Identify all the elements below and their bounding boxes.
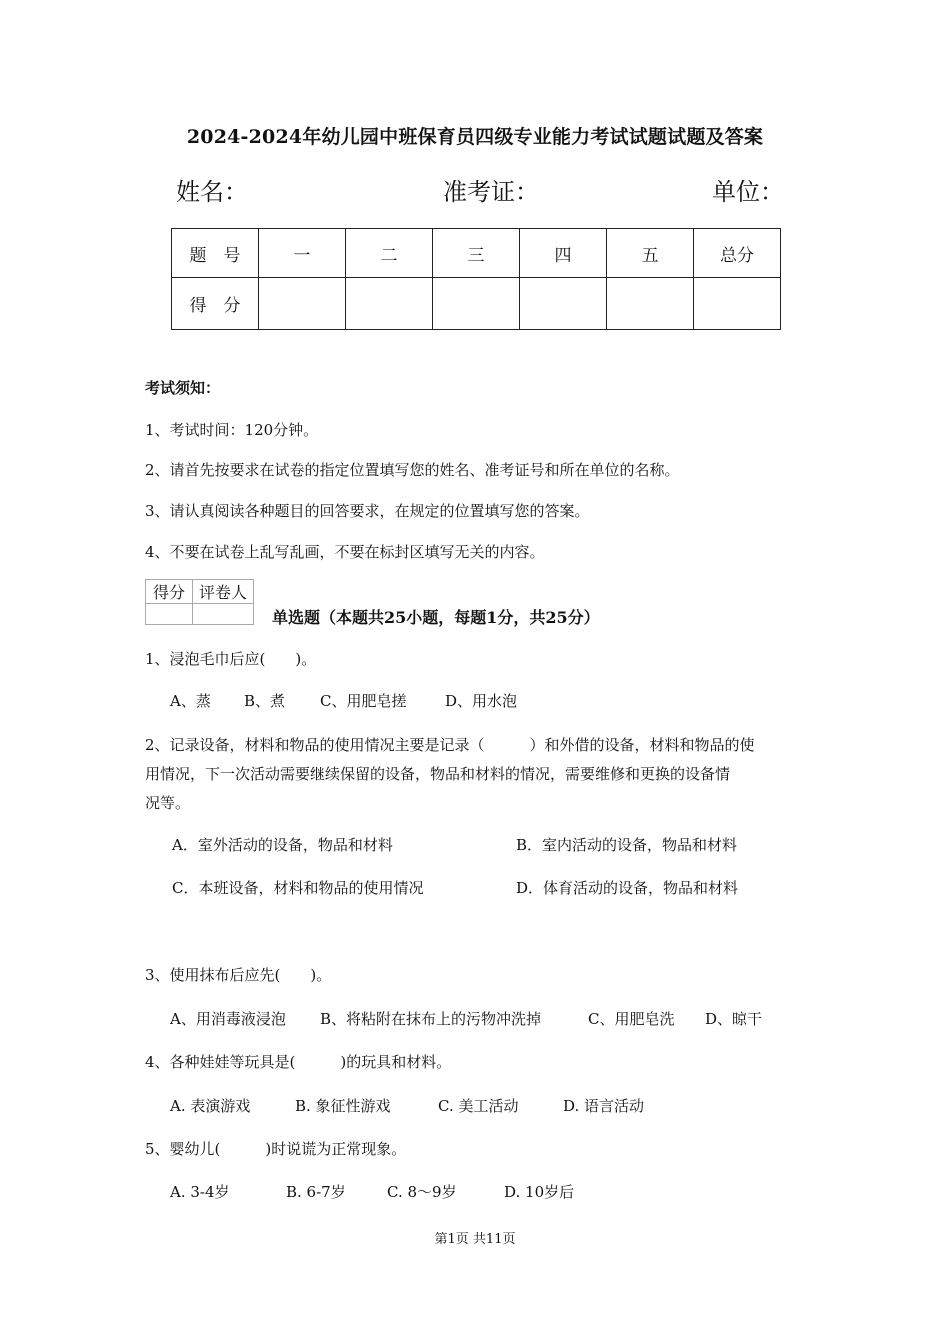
question-option: D、晾干 bbox=[705, 1010, 763, 1028]
question-option: B. 6-7岁 bbox=[286, 1183, 346, 1201]
score-table-header-row bbox=[172, 229, 781, 278]
document-title: 2024-2024年幼儿园中班保育员四级专业能力考试试题试题及答案 bbox=[186, 126, 764, 148]
question-option: B．室内活动的设备，物品和材料 bbox=[516, 836, 738, 854]
question-option: D. 语言活动 bbox=[563, 1097, 645, 1115]
question-stem: 4、各种娃娃等玩具是( )的玩具和材料。 bbox=[145, 1053, 452, 1071]
score-cell[interactable] bbox=[694, 278, 781, 330]
question-stem-line: 况等。 bbox=[145, 794, 191, 812]
question-option: C．本班设备，材料和物品的使用情况 bbox=[172, 879, 424, 897]
grader-box bbox=[145, 579, 254, 625]
question-option: C. 美工活动 bbox=[438, 1097, 519, 1115]
question-option: D、用水泡 bbox=[445, 692, 518, 710]
notice-item: 2、请首先按要求在试卷的指定位置填写您的姓名、准考证号和所在单位的名称。 bbox=[145, 461, 680, 479]
question-option: B、将粘附在抹布上的污物冲洗掉 bbox=[320, 1010, 542, 1028]
question-option: B. 象征性游戏 bbox=[295, 1097, 391, 1115]
score-header-label: 题 号 bbox=[172, 229, 259, 278]
grader-box-grader-cell[interactable] bbox=[193, 604, 254, 625]
score-table-score-row bbox=[172, 278, 781, 330]
section-title: 单选题（本题共25小题，每题1分，共25分） bbox=[272, 608, 600, 627]
score-row-label: 得 分 bbox=[172, 278, 259, 330]
notice-item: 1、考试时间：120分钟。 bbox=[145, 421, 319, 439]
score-header-cell: 五 bbox=[607, 229, 694, 278]
question-option: C、用肥皂搓 bbox=[320, 692, 407, 710]
score-header-cell: 四 bbox=[520, 229, 607, 278]
notice-heading: 考试须知： bbox=[145, 379, 221, 397]
name-field-label: 姓名： bbox=[176, 178, 248, 206]
grader-box-grader-label: 评卷人 bbox=[193, 580, 254, 604]
question-option: C、用肥皂洗 bbox=[588, 1010, 675, 1028]
question-option: A、用消毒液浸泡 bbox=[170, 1010, 286, 1028]
question-stem-line: 用情况，下一次活动需要继续保留的设备，物品和材料的情况，需要维修和更换的设备情 bbox=[145, 765, 731, 783]
score-cell[interactable] bbox=[433, 278, 520, 330]
unit-field-label: 单位： bbox=[712, 178, 784, 206]
score-header-cell: 一 bbox=[259, 229, 346, 278]
question-stem: 5、婴幼儿( )时说谎为正常现象。 bbox=[145, 1140, 407, 1158]
question-option: A. 表演游戏 bbox=[170, 1097, 251, 1115]
score-cell[interactable] bbox=[346, 278, 433, 330]
score-cell[interactable] bbox=[520, 278, 607, 330]
question-option: A．室外活动的设备，物品和材料 bbox=[172, 836, 393, 854]
question-option: B、煮 bbox=[244, 692, 286, 710]
question-option: D．体育活动的设备，物品和材料 bbox=[516, 879, 739, 897]
grader-box-score-label: 得分 bbox=[146, 580, 193, 604]
score-header-cell: 二 bbox=[346, 229, 433, 278]
score-table bbox=[171, 228, 781, 330]
question-option: A. 3-4岁 bbox=[170, 1183, 230, 1201]
score-cell[interactable] bbox=[607, 278, 694, 330]
notice-item: 3、请认真阅读各种题目的回答要求，在规定的位置填写您的答案。 bbox=[145, 502, 590, 520]
score-cell[interactable] bbox=[259, 278, 346, 330]
question-option: D. 10岁后 bbox=[504, 1183, 575, 1201]
question-option: A、蒸 bbox=[170, 692, 211, 710]
page-footer: 第1页 共11页 bbox=[434, 1232, 516, 1247]
score-header-cell: 三 bbox=[433, 229, 520, 278]
question-stem-line: 2、记录设备，材料和物品的使用情况主要是记录（ ）和外借的设备，材料和物品的使 bbox=[145, 736, 755, 754]
grader-box-score-cell[interactable] bbox=[146, 604, 193, 625]
exam-id-field-label: 准考证： bbox=[443, 178, 539, 206]
score-header-total: 总分 bbox=[694, 229, 781, 278]
notice-item: 4、不要在试卷上乱写乱画，不要在标封区填写无关的内容。 bbox=[145, 543, 545, 561]
question-stem: 3、使用抹布后应先( )。 bbox=[145, 966, 332, 984]
question-option: C. 8～9岁 bbox=[387, 1183, 457, 1201]
question-stem: 1、浸泡毛巾后应( )。 bbox=[145, 650, 317, 668]
